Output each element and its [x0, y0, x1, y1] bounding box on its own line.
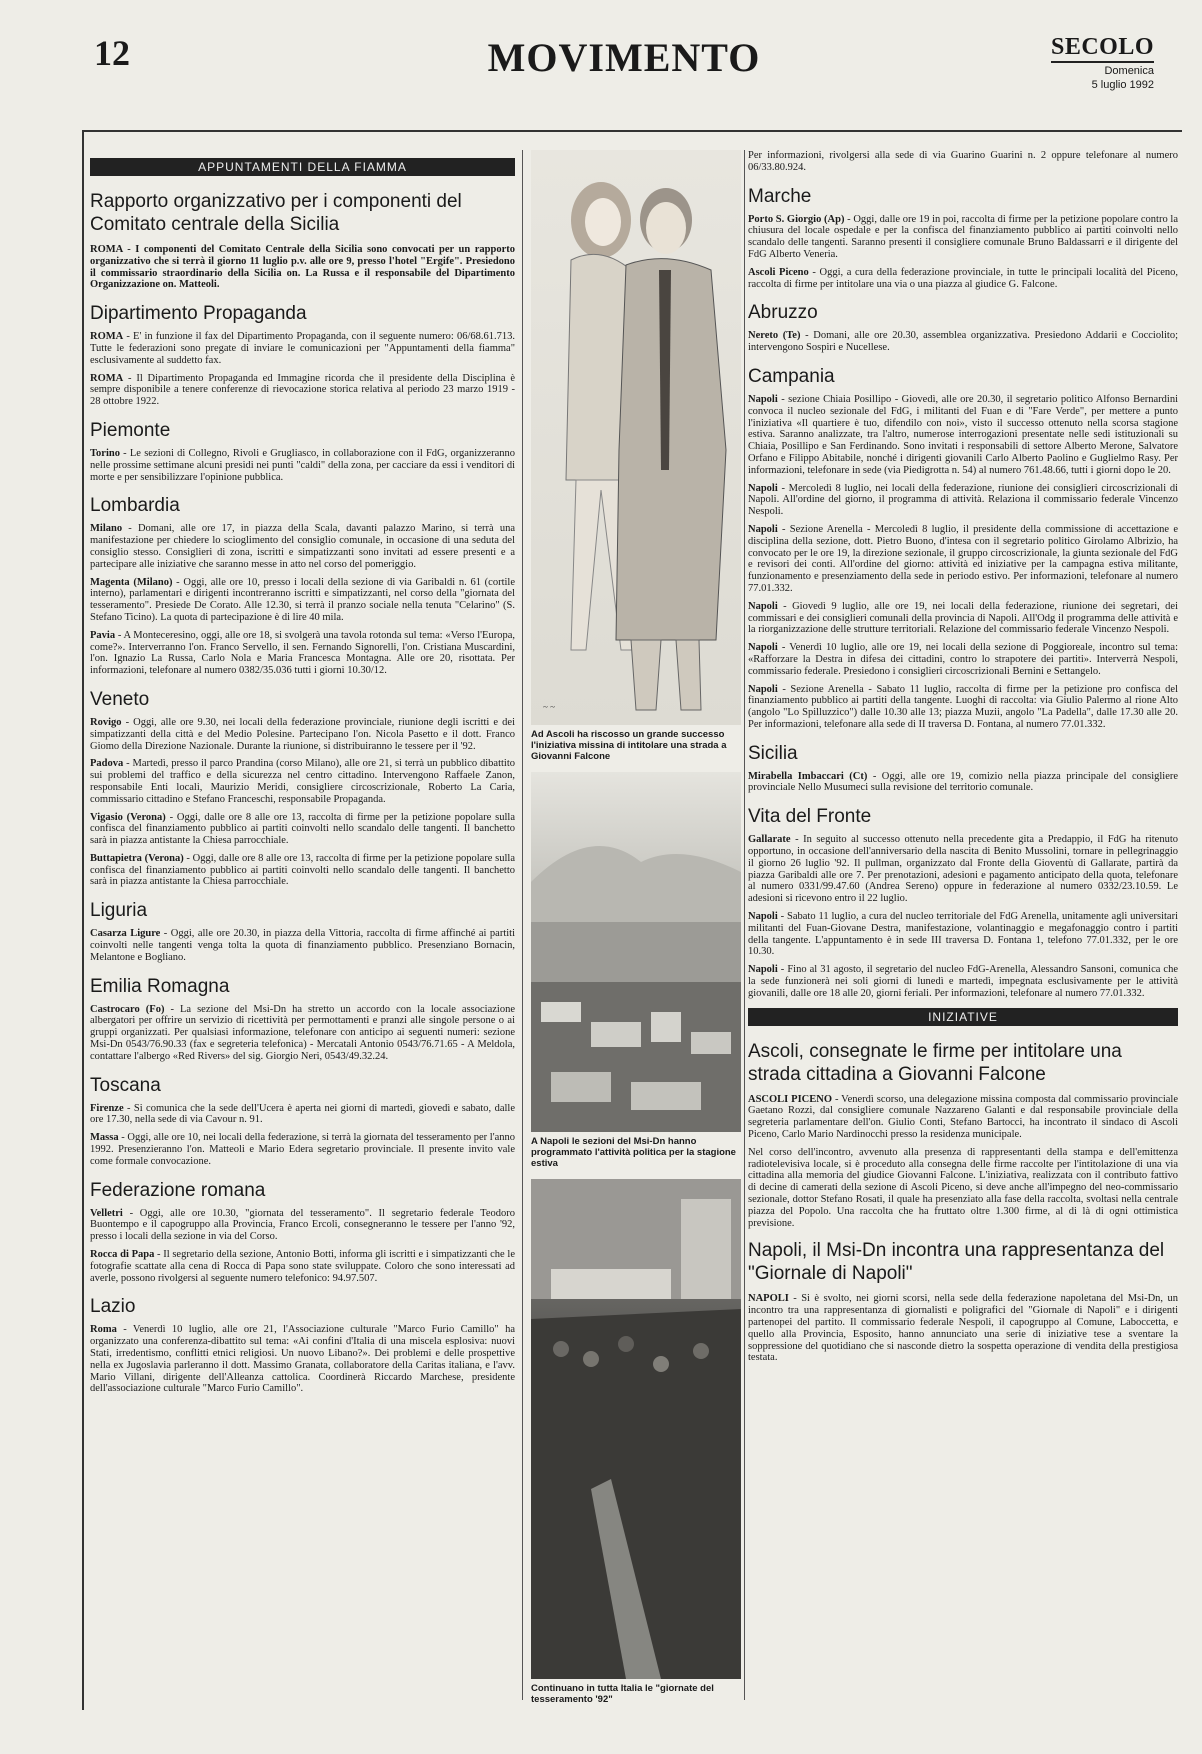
masthead-logo: SECOLO: [1051, 34, 1154, 63]
section-heading: Lazio: [90, 1296, 136, 1318]
announcement-paragraph: Massa - Oggi, alle ore 10, nei locali della federazione, si terrà la giornata del tesseramento per l'anno 1992. Presenzieranno l'on. Matteoli e Mario Edera segretario provinciale. Il presente invito vale come formale convocazione.: [90, 1132, 515, 1167]
lead-paragraph: ROMA - I componenti del Comitato Centrale della Sicilia sono convocati per un rapporto organizzativo che si terrà il giorno 11 luglio p.v. alle ore 9, presso l'hotel "Ergife". Presiedono il commissario straordinario della Sicilia on. La Russa e il responsabile del Dipartimento Organizzazione on. Matteoli.: [90, 244, 515, 291]
svg-text:~ ~: ~ ~: [543, 702, 555, 712]
announcement-paragraph: Napoli - Giovedì 9 luglio, alle ore 19, nei locali della federazione, riunione dei segretari, dei commissari e dei consiglieri comunali della provincia di Napoli. All'Odg il programma delle attività e la riorganizzazione delle strutture territoriali. Relazione del commissario federale Vincenzo Nespoli.: [748, 600, 1178, 636]
section-heading: Dipartimento Propaganda: [90, 303, 307, 325]
section-heading: Piemonte: [90, 419, 171, 441]
announcement-paragraph: Buttapietra (Verona) - Oggi, dalle ore 8 alle ore 13, raccolta di firme per la petizione popolare sulla confisca del finanziamento pubblico ai partiti coinvolti nello scandalo delle tangenti. Il banchetto sarà in piazza antistante la Chiesa parrocchiale.: [90, 852, 515, 888]
announcement-paragraph: Vigasio (Verona) - Oggi, dalle ore 8 alle ore 13, raccolta di firme per la petizione popolare sulla confisca del finanziamento pubblico ai partiti coinvolti nello scandalo delle tangenti. Il banchetto sarà in piazza antistante la Chiesa parrocchiale.: [90, 811, 515, 847]
date-line-1: Domenica: [1104, 65, 1154, 77]
article-1-paragraph: Nel corso dell'incontro, avvenuto alla presenza di rappresentanti della stampa e dell'emittenza radiotelevisiva locale, si è proceduto alla consegna delle firme raccolte per l'intitolazione di una via cittadina alla memoria del giudice Giovanni Falcone. L'iniziativa, realizzata con il contributo fattivo di decine di camerati della sezione di Ascoli Piceno, si deve anche all'impegno del neo-commissario sezionale, dottor Stefano Rosati, il quale ha presenziato alla fase della raccolta, svoltasi nella centrale piazza del Popolo. Una raccolta che ha fruttato oltre 1.300 firme, al di là di ogni ottimistica previsione.: [748, 1146, 1178, 1229]
section-heading: Federazione romana: [90, 1179, 266, 1201]
announcement-paragraph: Mirabella Imbaccari (Ct) - Oggi, alle ore 19, comizio nella piazza principale del consigliere provinciale Nello Musumeci sulla revisione del territorio comunale.: [748, 770, 1179, 794]
section-banner: APPUNTAMENTI DELLA FIAMMA: [90, 158, 515, 176]
section-heading: Abruzzo: [748, 302, 818, 324]
announcement-paragraph: Napoli - Venerdì 10 luglio, alle ore 19, nei locali della sezione di Poggioreale, incontro sul tema: «Rafforzare la Destra in difesa dei cittadini, contro lo strapotere dei partiti». Interverrà Nespoli, commissario federale. Presiedono i consiglieri circoscrizionali Bernini e Settangelo.: [748, 642, 1178, 677]
announcement-paragraph: Napoli - Sabato 11 luglio, a cura del nucleo territoriale del FdG Arenella, unitamente agli universitari militanti del Fuan-Giovane Destra, manifestazione, volantinaggio e megafonaggio contro i partiti della tangente. L'appuntamento è in sede III traversa D. Fontana 1, telefono 77.01.332, per le ore 10.30.: [748, 911, 1178, 958]
section-title: MOVIMENTO: [487, 35, 761, 80]
page-header: [84, 30, 1164, 100]
announcement-paragraph: Napoli - Mercoledì 8 luglio, nei locali della federazione, riunione dei consiglieri circoscrizionali di Napoli. All'ordine del giorno, il programma di attività. Relaziona il commissario federale Vincenzo Nespoli.: [748, 482, 1178, 518]
naples-photo: [531, 772, 741, 1132]
crowd-scene: [531, 1179, 741, 1679]
section-heading: Campania: [748, 365, 835, 387]
left-column: [90, 150, 515, 1401]
announcement-paragraph: Gallarate - In seguito al successo ottenuto nella precedente gita a Predappio, il FdG ha ritenuto opportuno, in occasione dell'anniversario della nascita di Benito Mussolini, tornare in pellegrinaggio il giorno 26 luglio '92. Il pullman, organizzato dal Fronte della Gioventù di Gallarate, partirà da piazza Garibaldi alle ore 7. Per prenotazioni, adesioni e pagamento anticipato della quota, telefonare al numero 0331/99.47.60 (Andrea Sereno) oppure in federazione al numero 0332/23.10.59. Le adesioni si ricevono entro il 22 luglio.: [748, 834, 1178, 905]
section-heading: Toscana: [90, 1074, 161, 1096]
announcement-paragraph: Padova - Martedì, presso il parco Prandina (corso Milano), alle ore 21, si terrà un pubblico dibattito sui problemi del traffico e della sicurezza nel centro cittadino. Intervengono Raffaele Zanon, responsabile Enti locali, Maurizio Meridi, consigliere circoscrizionale, Roberto La Caria, commissario cittadino e Stefano Franceschi, responsabile Propaganda.: [90, 758, 515, 805]
article-1-paragraph: ASCOLI PICENO - Venerdì scorso, una delegazione missina composta dal commissario provinciale Gaetano Rozzi, dal consigliere comunale Nazzareno Galanti e dal responsabile provinciale della segreteria parlamentare dell'on. Giulio Conti, Stefano Bartocci, ha incontrato il sindaco di Ascoli Piceno, Carlo Mario Nardinocchi presso la residenza municipale.: [748, 1093, 1178, 1141]
section-heading: Emilia Romagna: [90, 975, 230, 997]
announcement-paragraph: Ascoli Piceno - Oggi, a cura della federazione provinciale, in tutte le principali località del Piceno, raccolta di firme per intitolare una via o una piazza al giudice G. Falcone.: [748, 266, 1179, 290]
illustration-sketch: [531, 150, 741, 725]
photo-caption-2: A Napoli le sezioni del Msi-Dn hanno programmato l'attività politica per la stagione estiva: [531, 1136, 736, 1169]
left-sections: [90, 303, 515, 1395]
intro-paragraph: Per informazioni, rivolgersi alla sede di via Guarino Guarini n. 2 oppure telefonare al numero 06/33.80.924.: [748, 150, 1178, 173]
iniziative-banner: INIZIATIVE: [748, 1008, 1178, 1026]
announcement-paragraph: Rocca di Papa - Il segretario della sezione, Antonio Botti, informa gli iscritti e i simpatizzanti che le fotografie scattate alla cena di Rocca di Papa sono state sviluppate. Coloro che sono interessati ad averle, possono rivolgersi al seguente numero telefonico: 94.97.507.: [90, 1249, 515, 1284]
announcement-paragraph: Pavia - A Monteceresino, oggi, alle ore 18, si svolgerà una tavola rotonda sul tema: «Verso l'Europa, come?». Interverranno l'on. Franco Servello, il sen. Fernando Signorelli, l'on. Cristiana Muscardini, l'on. Ignazio La Russa, Carlo Nola e Maria Francesca Montagna. Alle ore 20, risottata. Per informazioni, telefonare al numero 0382/35.036 tutti i giorni 10.30/12.: [90, 629, 515, 677]
section-heading: Sicilia: [748, 742, 798, 764]
section-heading: Veneto: [90, 688, 150, 710]
right-sections: [748, 186, 1178, 1000]
right-column: [748, 150, 1178, 1370]
announcement-paragraph: Napoli - Sezione Arenella - Sabato 11 luglio, raccolta di firme per la petizione pro confisca del finanziamento pubblico ai partiti della tangente. Luoghi di raccolta: via Giulio Palermo al rione Alto (angolo "Lo Spilluzzico") dalle 10.30 alle 13; piazza Muzii, angolo "La Padella", dalle 17.30 alle 20. Per informazioni, telefonare alla sede di II traversa D. Fontana, al numero 77.01.332.: [748, 683, 1178, 730]
announcement-paragraph: Casarza Ligure - Oggi, alle ore 20.30, in piazza della Vittoria, raccolta di firme affinché ai partiti coinvolti nelle tangenti venga tolta la quota di finanziamento pubblico. Presenziano Bornacin, Melantone e Bogliano.: [90, 928, 515, 963]
announcement-paragraph: Napoli - Sezione Arenella - Mercoledì 8 luglio, il presidente della commissione di accettazione e disciplina della sezione, dott. Pietro Buono, d'intesa con il segretario politico Girolamo Albrizio, ha convocato per le ore 19, la direzione sezionale, il gruppo circoscrizionale, la giunta sezionale del FdG e revisori dei conti. All'ordine del giorno: attività ed iniziative per la campagna estiva militante, funzionamento e presenziamento della sede in periodo estivo. Per informazioni, telefonare al numero 77.01.332.: [748, 523, 1178, 594]
announcement-paragraph: Milano - Domani, alle ore 17, in piazza della Scala, davanti palazzo Marino, si terrà una manifestazione per chiedere lo scioglimento del consiglio comunale, in occasione di una seduta del consiglio stesso. Consiglieri di zona, iscritti e simpatizzanti sono invitati ad essere presenti e a partecipare alle iniziative che saranno messe in atto nel corso del pomeriggio.: [90, 523, 515, 570]
announcement-paragraph: Porto S. Giorgio (Ap) - Oggi, dalle ore 19 in poi, raccolta di firme per la petizione popolare contro la chiusura del locale ospedale e per la confisca del finanziamento pubblico ai partiti coinvolti nello scandalo delle tangenti. Saranno presenti il consigliere comunale Bruno Baldassarri e il dirigente del FdG Alberto Veneria.: [748, 213, 1178, 260]
photo-caption-3: Continuano in tutta Italia le "giornate del tesseramento '92": [531, 1683, 714, 1705]
column-rule: [744, 150, 745, 1700]
announcement-paragraph: Nereto (Te) - Domani, alle ore 20.30, assemblea organizzativa. Presiedono Addarii e Cocciolito; intervengono Sospiri e Nucellese.: [748, 330, 1178, 354]
announcement-paragraph: Firenze - Si comunica che la sede dell'Ucera è aperta nei giorni di martedì, giovedì e sabato, dalle ore 17.30, nella sede di via Cavour n. 91.: [90, 1102, 515, 1126]
announcement-paragraph: Roma - Venerdì 10 luglio, alle ore 21, l'Associazione culturale "Marco Furio Camillo" ha organizzato una conferenza-dibattito sul tema: «Ai confini d'Italia di una miscela esplosiva: nuovi Stati, irredentismo, conflitti etnici religiosi. Un nuovo Libano?». Dei problemi e delle prospettive nella ex Jugoslavia parleranno il dott. Massimo Granata, collaboratore della Caritas italiana, e l'avv. Mario Villani, dirigente dell'Alleanza cattolica. Coordinerà Riccardo Marchese, presidente dell'associazione culturale "Marco Furio Camillo".: [90, 1324, 515, 1395]
column-rule: [522, 150, 523, 1700]
photo-column: [531, 150, 741, 1715]
announcement-paragraph: ROMA - E' in funzione il fax del Dipartimento Propaganda, con il seguente numero: 06/68.61.713. Tutte le federazioni sono pregate di inviare le comunicazioni per "Appuntamenti della fiamma" esclusivamente al suddetto fax.: [90, 331, 515, 366]
crowd-photo: [531, 1179, 741, 1679]
article-2-paragraph: NAPOLI - Si è svolto, nei giorni scorsi, nella sede della federazione napoletana del Msi-Dn, un incontro tra una rappresentanza di giornalisti e poligrafici del "Giornale di Napoli" e i dirigenti partenopei del partito. Il commissario federale Nespoli, il capogruppo al Comune, Laboccetta, e quello alla Provincia, Esposito, hanno annunciato una serie di iniziative tese a sventare la soppressione del quotidiano che si nasconde dietro la sospetta operazione di vendita della prestigiosa testata.: [748, 1293, 1178, 1364]
section-heading: Vita del Fronte: [748, 806, 872, 828]
announcement-paragraph: Magenta (Milano) - Oggi, alle ore 10, presso i locali della sezione di via Garibaldi n. 61 (cortile interno), parlamentari e dirigenti incontreranno iscritti e simpatizzanti, nel corso della "giornata del tesseramento". Presiede De Corato. Alle 12.30, si terrà il pranzo sociale nella tenuta "Celarino" (S. Stefano Ticino). La quota di partecipazione è di lire 40 mila.: [90, 576, 515, 623]
portrait-illustration: [531, 150, 741, 725]
announcement-paragraph: Napoli - sezione Chiaia Posillipo - Giovedì, alle ore 20.30, il segretario politico Alfonso Bernardini convoca il nucleo sezionale del FdG, i militanti del Fuan e di "Fare Verde", per mettere a punto l'iniziativa «Il quartiere è tuo, difendilo con noi», visto il successo ottenuto nella scorsa stagione estiva. Saranno analizzate, tra l'altro, numerose interrogazioni presentate nelle sedi istituzionali su Chiaia, Posillipo e San Ferdinando. Sono invitati i responsabili di settore Alberto Merone, Salvatore Orfano e Filippo Abitabile, nonché i dirigenti giovanili Carlo Alberto Paolino e Guglielmo Rasy. Per informazioni, telefonare in sede (via Piedigrotta n. 54) al numero 761.48.66, tutti i giorni dopo le 20.: [748, 393, 1178, 476]
announcement-paragraph: ROMA - Il Dipartimento Propaganda ed Immagine ricorda che il presidente della Disciplina è sempre disponibile a tenere conferenze di rievocazione storica relativa al periodo 23 marzo 1919 - 28 ottobre 1922.: [90, 372, 515, 408]
page-number: 12: [94, 33, 130, 73]
headline: Rapporto organizzativo per i componenti del Comitato centrale della Sicilia: [90, 191, 462, 235]
section-heading: Liguria: [90, 900, 148, 922]
article-2-headline: Napoli, il Msi-Dn incontra una rappresentanza del "Giornale di Napoli": [748, 1240, 1165, 1285]
photo-caption-1: Ad Ascoli ha riscosso un grande successo l'iniziativa missina di intitolare una strada a Giovanni Falcone: [531, 729, 727, 762]
announcement-paragraph: Castrocaro (Fo) - La sezione del Msi-Dn ha stretto un accordo con la locale associazione albergatori per offrire un servizio di ricettività per permottamenti e pranzi alle singole persone o ai gruppi organizzati. Per qualsiasi informazione, telefonare con anticipo ai seguenti numeri: sezione Msi-Dn 0543/76.90.33 (fax e segreteria telefonica) - Mercatali Antonio 0543/76.71.65 - A Meldola, contattare l'albergo «Red Rivers» del sig. Giorgio Neri, 0543/49.32.24.: [90, 1003, 515, 1062]
section-heading: Lombardia: [90, 495, 180, 517]
date-line-2: 5 luglio 1992: [1091, 79, 1154, 91]
article-1-headline: Ascoli, consegnate le firme per intitolare una strada cittadina a Giovanni Falcone: [748, 1040, 1122, 1085]
section-heading: Marche: [748, 185, 812, 207]
announcement-paragraph: Velletri - Oggi, alle ore 10.30, "giornata del tesseramento". Il segretario federale Teodoro Buontempo e il capogruppo alla Provincia, Franco Ercoli, consegneranno le tessere per l'anno '92, presso i locali della sezione in via del Corso.: [90, 1207, 515, 1243]
announcement-paragraph: Napoli - Fino al 31 agosto, il segretario del nucleo FdG-Arenella, Alessandro Sansoni, comunica che la sede funzionerà nei soli giorni di lunedì e martedì, impegnata esclusivamente per le attività giovanili, dalle ore 18 alle 20, giorni feriali. Per informazioni, telefonare al numero 77.01.332.: [748, 964, 1178, 999]
masthead: [1051, 34, 1154, 91]
announcement-paragraph: Rovigo - Oggi, alle ore 9.30, nei locali della federazione provinciale, riunione degli iscritti e dei simpatizzanti della città e del Medio Polesine. Partecipano l'on. Nicola Pasetto e il dott. Franco Giomo della Direzione Nazionale. Durante la riunione, si distribuiranno le tessere per il '92.: [90, 716, 515, 752]
naples-landscape: [531, 772, 741, 1132]
announcement-paragraph: Torino - Le sezioni di Collegno, Rivoli e Grugliasco, in collaborazione con il FdG, organizzeranno nelle prossime settimane alcuni presidi nei punti "caldi" della zona, per cacciare da essi i venditori di morte e per sensibilizzare l'opinione pubblica.: [90, 447, 515, 483]
